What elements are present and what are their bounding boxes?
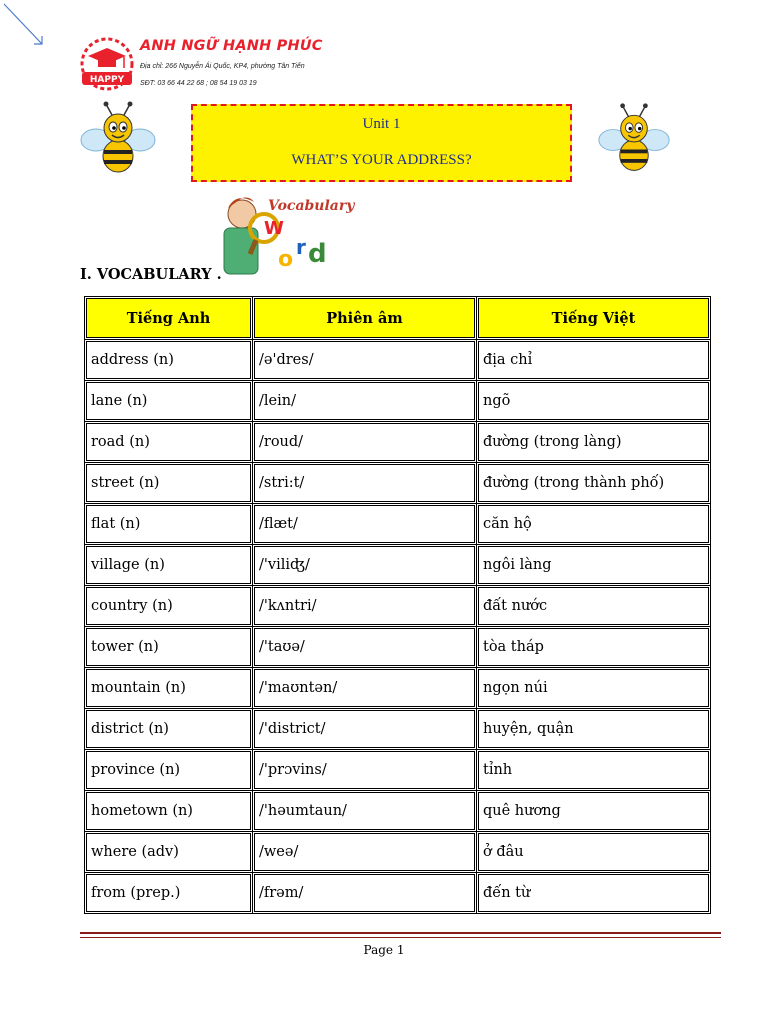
cell-pronunciation: /roud/: [253, 422, 477, 463]
cell-english: lane (n): [85, 381, 253, 422]
table-row: [85, 873, 711, 914]
table-row: [85, 504, 711, 545]
cell-pronunciation: /frəm/: [253, 873, 477, 914]
cell-english: road (n): [85, 422, 253, 463]
table-row: [85, 832, 711, 873]
table-row: [85, 627, 711, 668]
table-row: [85, 545, 711, 586]
table-header-row: [85, 297, 711, 340]
table-row: [85, 709, 711, 750]
cell-pronunciation: /'həumtaun/: [253, 791, 477, 832]
bee-right-icon: [596, 102, 672, 178]
cell-vietnamese: đường (trong thành phố): [477, 463, 711, 504]
cell-vietnamese: huyện, quận: [477, 709, 711, 750]
cell-vietnamese: ngôi làng: [477, 545, 711, 586]
cell-english: village (n): [85, 545, 253, 586]
cell-english: from (prep.): [85, 873, 253, 914]
cell-english: flat (n): [85, 504, 253, 545]
table-row: [85, 750, 711, 791]
cell-english: country (n): [85, 586, 253, 627]
logo-text: HAPPY: [89, 75, 125, 85]
illustration-o-glyph: o: [278, 247, 294, 272]
footer-divider: [80, 932, 721, 938]
cell-vietnamese: căn hộ: [477, 504, 711, 545]
cell-vietnamese: ngọn núi: [477, 668, 711, 709]
table-row: [85, 381, 711, 422]
cell-pronunciation: /'prɔvins/: [253, 750, 477, 791]
happy-logo-icon: [78, 36, 136, 98]
vocabulary-table: [84, 296, 711, 914]
cell-pronunciation: /flæt/: [253, 504, 477, 545]
table-row: [85, 791, 711, 832]
cell-pronunciation: /'viliʤ/: [253, 545, 477, 586]
cell-pronunciation: /'kʌntri/: [253, 586, 477, 627]
cell-pronunciation: /ə'dres/: [253, 340, 477, 381]
table-row: [85, 586, 711, 627]
unit-label: Unit 1: [362, 116, 401, 132]
cell-vietnamese: địa chỉ: [477, 340, 711, 381]
vocabulary-illustration: [212, 188, 355, 282]
cell-english: tower (n): [85, 627, 253, 668]
cell-pronunciation: /'maʊntən/: [253, 668, 477, 709]
table-row: [85, 668, 711, 709]
illustration-r-glyph: r: [296, 235, 306, 259]
unit-title-box: [191, 104, 572, 182]
cell-english: mountain (n): [85, 668, 253, 709]
illustration-d-glyph: d: [308, 239, 327, 269]
brand-name: ANH NGỮ HẠNH PHÚC: [140, 38, 323, 54]
cell-pronunciation: /'taʊə/: [253, 627, 477, 668]
section-heading: I. VOCABULARY .: [80, 266, 222, 283]
brand-phone: SĐT: 03 66 44 22 68 ; 08 54 19 03 19: [140, 80, 257, 87]
cell-vietnamese: ở đâu: [477, 832, 711, 873]
cell-vietnamese: quê hương: [477, 791, 711, 832]
cell-vietnamese: đến từ: [477, 873, 711, 914]
illustration-word: Vocabulary: [268, 198, 355, 214]
header-english: Tiếng Anh: [85, 297, 253, 340]
cell-vietnamese: tỉnh: [477, 750, 711, 791]
cell-pronunciation: /'district/: [253, 709, 477, 750]
header-pronunciation: Phiên âm: [253, 297, 477, 340]
cell-english: province (n): [85, 750, 253, 791]
cell-english: hometown (n): [85, 791, 253, 832]
cell-english: address (n): [85, 340, 253, 381]
cell-vietnamese: ngõ: [477, 381, 711, 422]
cell-english: district (n): [85, 709, 253, 750]
table-row: [85, 340, 711, 381]
cell-english: street (n): [85, 463, 253, 504]
cell-pronunciation: /stri:t/: [253, 463, 477, 504]
illustration-w-glyph: W: [264, 218, 284, 239]
brand-header: [78, 36, 338, 100]
header-vietnamese: Tiếng Việt: [477, 297, 711, 340]
corner-arrow-icon: [0, 0, 50, 50]
page-number: Page 1: [363, 943, 405, 957]
unit-title: WHAT’S YOUR ADDRESS?: [291, 152, 472, 168]
cell-vietnamese: tòa tháp: [477, 627, 711, 668]
bee-left-icon: [78, 100, 158, 180]
brand-address: Địa chỉ: 266 Nguyễn Ái Quốc, KP4, phường Tân Tiến: [140, 63, 305, 70]
table-row: [85, 422, 711, 463]
cell-vietnamese: đường (trong làng): [477, 422, 711, 463]
cell-vietnamese: đất nước: [477, 586, 711, 627]
cell-pronunciation: /lein/: [253, 381, 477, 422]
table-row: [85, 463, 711, 504]
cell-pronunciation: /weə/: [253, 832, 477, 873]
cell-english: where (adv): [85, 832, 253, 873]
